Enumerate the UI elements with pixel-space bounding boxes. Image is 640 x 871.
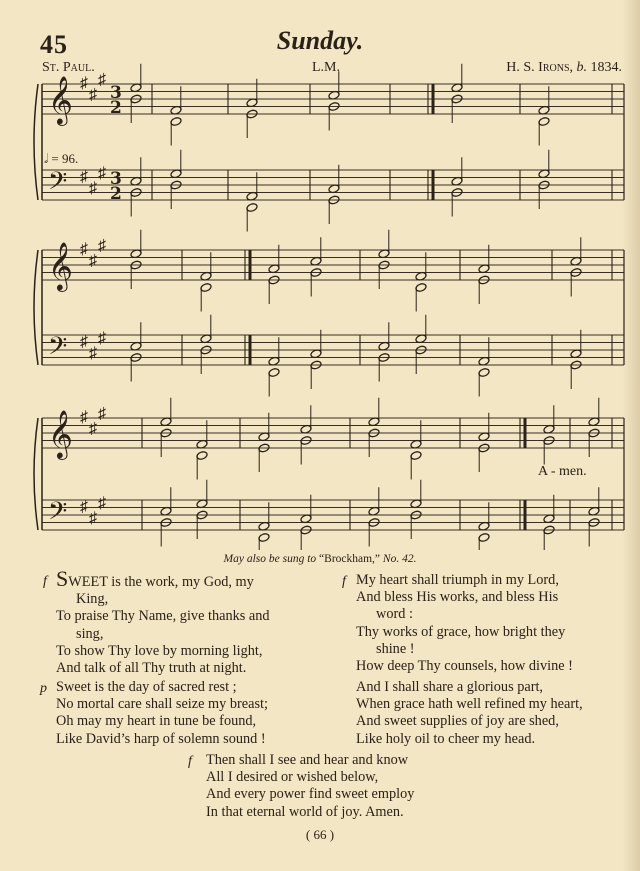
note-tune: “Brockham,”	[319, 553, 381, 565]
hymn-number: 45	[40, 30, 68, 59]
dynamic-mark: f	[43, 574, 47, 589]
drop-cap: S	[56, 566, 69, 591]
sharp-sign: ♯	[98, 329, 106, 347]
dynamic-mark: p	[40, 681, 47, 696]
verse-line: shine !	[376, 640, 415, 657]
brace	[34, 250, 38, 365]
key-signatures	[80, 71, 106, 527]
verse-line: No mortal care shall seize my breast;	[56, 696, 268, 713]
verse-line: And I shall share a glorious part,	[356, 679, 544, 695]
time-signature	[110, 83, 122, 204]
tempo-mark: 𝅗𝅥 = 96.	[44, 151, 79, 166]
sharp-sign: ♯	[98, 494, 106, 512]
note-head	[410, 451, 422, 461]
dynamic-mark: f	[188, 754, 192, 769]
sharp-sign: ♯	[80, 168, 88, 186]
system-braces	[34, 84, 38, 530]
staff-lines	[42, 84, 624, 530]
verse-3	[342, 572, 573, 675]
sharp-sign: ♯	[89, 420, 97, 438]
note-head	[478, 368, 490, 378]
hymn-title: Sunday.	[276, 26, 364, 55]
sharp-sign: ♯	[89, 179, 97, 197]
notes	[130, 64, 600, 550]
sharp-sign: ♯	[80, 333, 88, 351]
brace	[34, 84, 38, 200]
verse-line: To show Thy love by morning light,	[56, 642, 263, 659]
note-head	[258, 533, 270, 543]
sharp-sign: ♯	[80, 498, 88, 516]
verse-line: Like David’s harp of solemn sound !	[56, 730, 266, 747]
treble-clef: 𝄞	[48, 409, 73, 458]
alternate-tune-note	[0, 553, 640, 565]
meter: L.M.	[312, 60, 340, 75]
verse-line: Sweet is the day of sacred rest ;	[56, 679, 237, 695]
note-head	[415, 283, 427, 293]
composer-name: H. S. Irons,	[506, 60, 573, 75]
time-signature-digit: 3	[110, 169, 122, 189]
verse-line: Oh may my heart in tune be found,	[56, 713, 257, 730]
sharp-sign: ♯	[98, 71, 106, 89]
sharp-sign: ♯	[98, 164, 106, 182]
verse-line: In that eternal world of joy. Amen.	[206, 803, 404, 820]
verse-line: Thy works of grace, how bright they	[356, 623, 566, 640]
bass-clef: 𝄢	[48, 167, 68, 202]
note-head	[196, 451, 208, 461]
brace	[34, 418, 38, 530]
note-head	[200, 283, 212, 293]
treble-clef: 𝄞	[48, 75, 73, 124]
verse-line: When grace hath well refined my heart,	[356, 696, 583, 713]
note-prefix: May also be sung to	[223, 553, 317, 565]
composer-born: b.	[576, 60, 587, 75]
sharp-sign: ♯	[80, 75, 88, 92]
verse-2	[40, 679, 268, 748]
verse-line: And sweet supplies of joy are shed,	[356, 713, 559, 730]
verse-line: Then shall I see and hear and know	[206, 752, 409, 768]
verse-line: Like holy oil to cheer my head.	[356, 730, 536, 747]
sharp-sign: ♯	[80, 409, 88, 426]
verse-line: WEET is the work, my God, my	[68, 574, 254, 590]
time-signature-digit: 2	[110, 98, 122, 118]
page-number: ( 66 )	[305, 827, 335, 842]
sharp-sign: ♯	[98, 237, 106, 255]
sharp-sign: ♯	[89, 86, 97, 104]
verse-line: To praise Thy Name, give thanks and	[56, 608, 270, 625]
verse-line: King,	[76, 591, 109, 608]
note-head	[538, 117, 550, 127]
note-head	[268, 368, 280, 378]
sharp-sign: ♯	[89, 344, 97, 362]
verse-1	[43, 566, 270, 677]
sharp-sign: ♯	[80, 241, 88, 258]
clefs	[48, 75, 73, 532]
verse-line: My heart shall triumph in my Lord,	[356, 572, 559, 588]
bass-clef: 𝄢	[48, 497, 68, 532]
time-signature-digit: 3	[110, 83, 122, 103]
note-head	[170, 117, 182, 127]
note-head	[478, 533, 490, 543]
treble-clef: 𝄞	[48, 241, 73, 290]
verse-line: sing,	[76, 625, 104, 642]
verse-line: And talk of all Thy truth at night.	[56, 660, 247, 677]
amen-text: A - men.	[538, 464, 587, 479]
composer-year: 1834.	[590, 60, 622, 75]
verse-4	[356, 679, 583, 748]
sharp-sign: ♯	[98, 405, 106, 423]
verse-line: And every power find sweet employ	[206, 786, 415, 803]
tune-name: St. Paul.	[42, 60, 95, 75]
dynamic-mark: f	[342, 574, 346, 589]
note-ref: No. 42.	[382, 553, 417, 565]
verse-line: How deep Thy counsels, how divine !	[356, 658, 573, 675]
verse-line: All I desired or wished below,	[206, 769, 379, 786]
barlines	[42, 84, 624, 530]
bass-clef: 𝄢	[48, 332, 68, 367]
verse-5	[188, 752, 415, 821]
note-head	[246, 203, 258, 213]
sharp-sign: ♯	[89, 252, 97, 270]
verse-line: And bless His works, and bless His	[356, 589, 559, 606]
verse-line: word :	[376, 606, 413, 623]
time-signature-digit: 2	[110, 184, 122, 204]
sharp-sign: ♯	[89, 509, 97, 527]
